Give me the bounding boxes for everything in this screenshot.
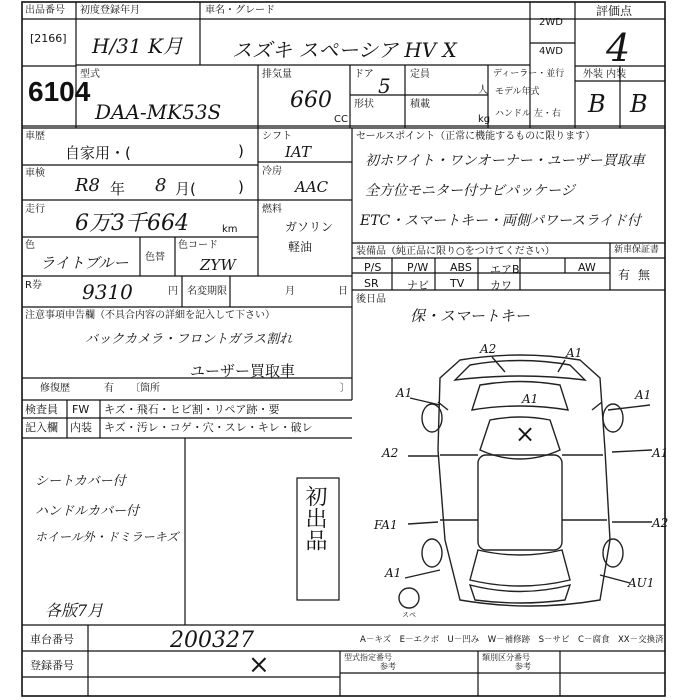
- equip-sr: SR: [364, 277, 379, 290]
- first-reg-value: H/31 K月: [92, 34, 183, 58]
- misc-note: 各版7月: [45, 601, 104, 620]
- color-code-label: 色コード: [178, 240, 218, 251]
- ac-label: 冷房: [262, 166, 282, 177]
- fw-label: FW: [72, 403, 90, 416]
- inspector-label-1: 検査員: [25, 403, 58, 416]
- grade-value: 4: [606, 26, 631, 70]
- equip-abs: ABS: [450, 261, 472, 274]
- first-listing-stamp: 初出品: [302, 485, 327, 551]
- history-label: 車歴: [25, 131, 45, 142]
- sales-point-line-2: 全方位モニター付ナビパッケージ: [365, 183, 575, 199]
- type-value: DAA-MK53S: [95, 100, 222, 124]
- load-label: 積載: [410, 99, 430, 110]
- chassis-label: 車台番号: [30, 633, 74, 646]
- inspector-note-2: ハンドルカバー付: [35, 504, 140, 519]
- body-shape-label: 形状: [354, 99, 374, 110]
- registration-label: 登録番号: [30, 659, 74, 672]
- handle-label: ハンドル 左・右: [495, 109, 561, 119]
- warranty-label: 新車保証書: [614, 245, 660, 255]
- history-close: ): [238, 142, 244, 160]
- grade-label: 評価点: [596, 4, 633, 18]
- inspection-month: 月(: [175, 180, 196, 198]
- equipment-label: 装備品（純正品に限り○をつけてください）: [356, 246, 555, 257]
- mark-a2-top: A2: [480, 342, 497, 356]
- chassis-value: 200327: [170, 628, 254, 653]
- approval-label-2: 参考: [380, 662, 396, 671]
- ext-int-label: 外装 内装: [583, 69, 627, 80]
- lot-label: 出品番号: [25, 5, 65, 16]
- repair-label: 修復歴: [40, 383, 70, 394]
- capacity-label: 定員: [410, 69, 430, 80]
- mark-a1-top: A1: [566, 346, 583, 360]
- color-code: ZYW: [200, 256, 236, 274]
- mark-a2-right: A2: [652, 516, 669, 530]
- mark-a1-right-2: A1: [652, 446, 669, 460]
- doors-label: ドア: [354, 69, 374, 80]
- mileage-value: 6万3千664: [75, 211, 189, 236]
- equip-navi: ナビ: [407, 279, 429, 292]
- approval-label-4: 参考: [515, 662, 531, 671]
- recycle-value: 9310: [82, 280, 133, 304]
- buyback-label: ユーザー買取車: [190, 362, 296, 380]
- displacement-value: 660: [290, 88, 332, 113]
- color-label: 色: [25, 240, 35, 251]
- mark-x-windshield: ×: [515, 420, 536, 448]
- repair-paren: 〔箇所: [130, 383, 160, 394]
- drive-4wd: 4WD: [539, 46, 563, 57]
- spare-label: スペ: [402, 611, 416, 619]
- recycle-unit: 円: [168, 286, 178, 297]
- mark-a2-left: A2: [382, 446, 399, 460]
- delivery-label: 後日品: [356, 294, 386, 305]
- mark-au1: AU1: [628, 576, 655, 590]
- lot-number: 6104: [28, 76, 91, 107]
- legend: A－キズ E－エクボ U－凹み W－補修跡 S－サビ C－腐食 XX－交換済: [360, 635, 664, 645]
- lot-code: [2166]: [30, 32, 67, 45]
- repair-value: 有: [104, 383, 114, 394]
- delivery-value: 保・スマートキー: [410, 307, 530, 325]
- history-value: 自家用・(: [65, 144, 131, 162]
- mark-a1-left: A1: [396, 386, 413, 400]
- fuel-gas: ガソリン: [285, 220, 334, 234]
- equip-pw: P/W: [407, 261, 429, 274]
- repair-close: 〕: [340, 383, 350, 394]
- warranty-has: 有: [618, 268, 631, 282]
- displacement-unit: CC: [334, 114, 348, 125]
- recycle-label: R券: [25, 280, 42, 291]
- inspector-label-2: 記入欄: [25, 421, 58, 434]
- inspection-label: 車検: [25, 168, 45, 179]
- mark-a1-bottom: A1: [385, 566, 402, 580]
- notes-label: 注意事項申告欄（不具合内容の詳細を記入して下さい）: [25, 310, 275, 321]
- shift-value: IAT: [285, 143, 311, 161]
- equip-aw: AW: [578, 261, 596, 274]
- load-unit: kg: [478, 114, 491, 125]
- equip-airbag: エアB: [490, 263, 520, 276]
- color-inner-label: 色替: [145, 252, 165, 263]
- doors-value: 5: [378, 74, 391, 98]
- model-name-label: 車名・グレード: [205, 5, 275, 16]
- drive-2wd: 2WD: [539, 17, 563, 28]
- approval-label-1: 型式指定番号: [344, 653, 392, 662]
- inspection-close: ): [238, 178, 244, 196]
- first-reg-label: 初度登録年月: [80, 5, 140, 16]
- approval-label-3: 類別区分番号: [482, 653, 530, 662]
- registration-value: ×: [248, 650, 270, 680]
- exterior-grade: B: [588, 90, 606, 118]
- equip-ps: P/S: [364, 261, 382, 274]
- model-name-value: スズキ スペーシア HV X: [232, 38, 457, 62]
- name-change-month: 月: [285, 286, 295, 297]
- sales-point-line-3: ETC・スマートキー・両側パワースライド付: [360, 213, 641, 229]
- fw-items: キズ・飛石・ヒビ割・リペア跡・要: [104, 403, 280, 416]
- inspection-year-hw: R8: [75, 175, 101, 196]
- name-change-label: 名変期限: [187, 286, 227, 297]
- capacity-unit: 人: [478, 85, 488, 96]
- warranty-none: 無: [638, 268, 651, 282]
- interior-label: 内装: [70, 421, 92, 434]
- interior-items: キズ・汚レ・コゲ・穴・スレ・キレ・破レ: [104, 421, 313, 434]
- inspection-year: 年: [110, 180, 126, 198]
- equip-tv: TV: [450, 277, 465, 290]
- sales-point-line-1: 初ホワイト・ワンオーナー・ユーザー買取車: [365, 153, 645, 169]
- color-value: ライトブルー: [40, 254, 129, 272]
- fuel-label: 燃料: [262, 204, 282, 215]
- equip-leather: カワ: [490, 279, 512, 292]
- interior-grade: B: [630, 90, 648, 118]
- model-year-label: モデル年式: [495, 87, 540, 97]
- inspector-note-1: シートカバー付: [35, 474, 126, 489]
- mileage-unit: km: [222, 224, 238, 235]
- mileage-label: 走行: [25, 204, 45, 215]
- inspector-note-3: ホイール外・ドミラーキズ: [35, 530, 179, 544]
- ac-value: AAC: [295, 178, 329, 196]
- shift-label: シフト: [262, 131, 292, 142]
- notes-line-1: バックカメラ・フロントガラス割れ: [85, 332, 293, 347]
- mark-a1-right: A1: [635, 388, 652, 402]
- sales-point-label: セールスポイント（正常に機能するものに限ります）: [356, 131, 596, 142]
- mark-a1-hood: A1: [522, 392, 539, 406]
- dealer-label: ディーラー・並行: [493, 69, 565, 79]
- mark-fa1: FA1: [374, 518, 398, 532]
- inspection-month-hw: 8: [155, 175, 167, 196]
- displacement-label: 排気量: [262, 69, 292, 80]
- name-change-day: 日: [338, 286, 348, 297]
- fuel-diesel: 軽油: [288, 240, 313, 254]
- type-label: 型式: [80, 69, 100, 80]
